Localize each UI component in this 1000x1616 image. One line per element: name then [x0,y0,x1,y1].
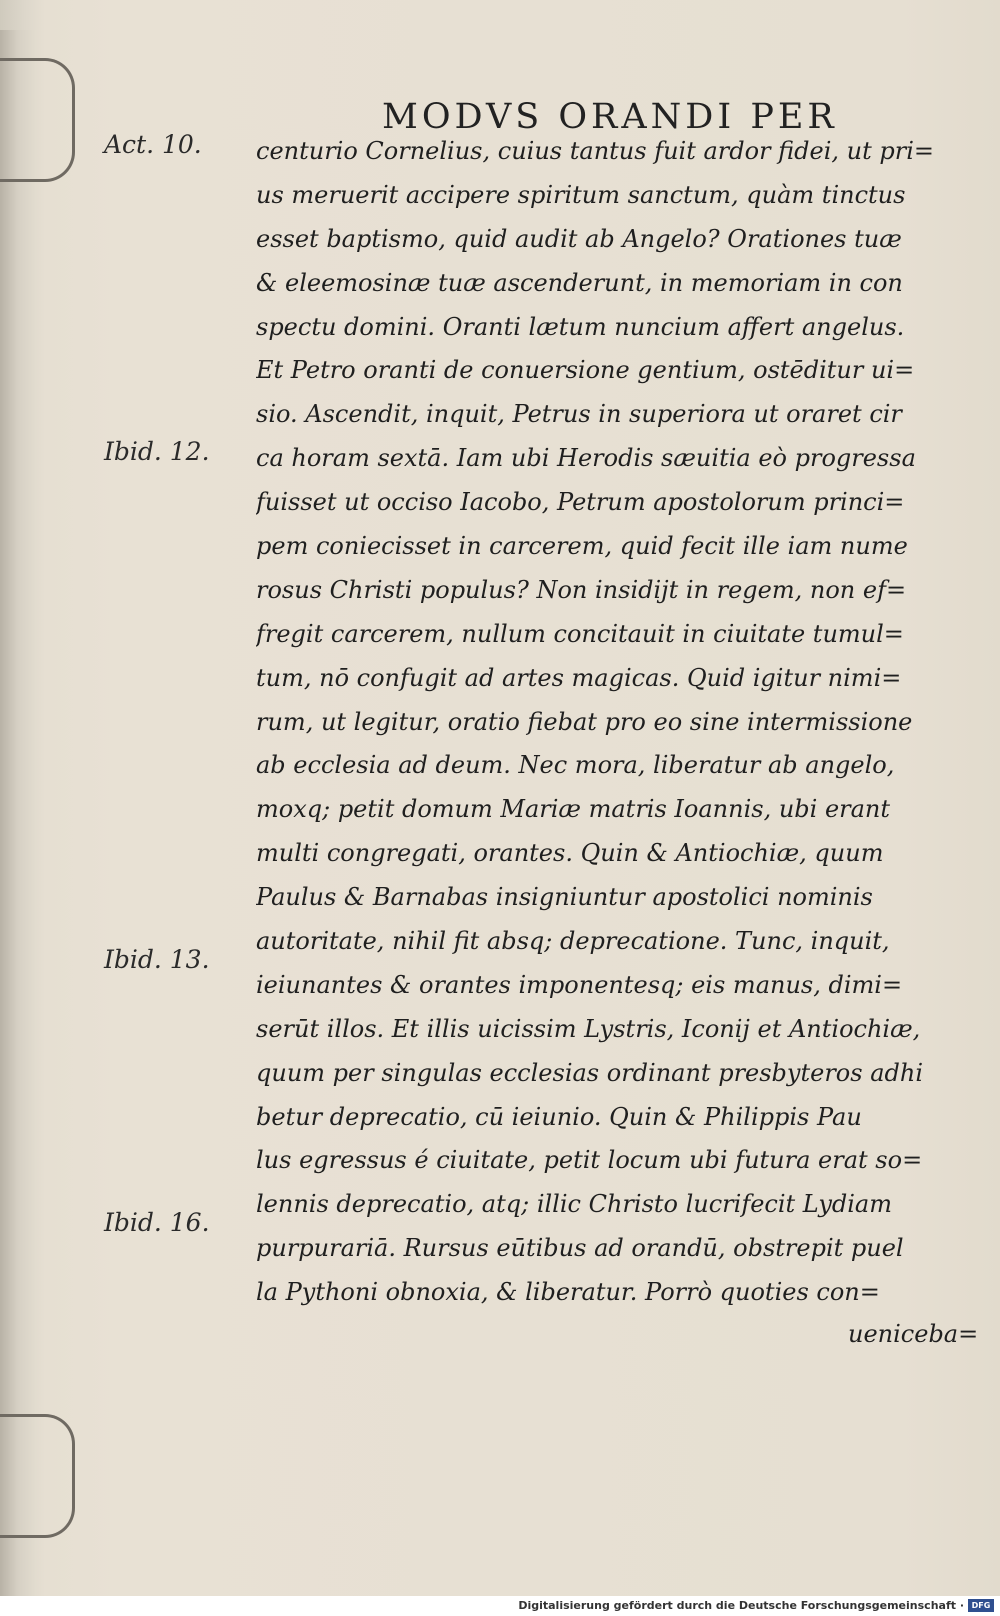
text-line: autoritate, nihil fit absq; deprecatione. Tunc, inquit, [256,927,890,956]
margin-note-act-10: Act. 10. [104,130,202,159]
text-line: moxq; petit domum Mariæ matris Ioannis, ubi erant [256,795,891,824]
text-line: tum, nō confugit ad artes magicas. Quid igitur nimi= [256,663,902,692]
text-line: fregit carcerem, nullum concitauit in ciuitate tumul= [256,619,904,648]
text-line: Et Petro oranti de conuersione gentium, ostēditur ui= [256,356,915,385]
text-line: esset baptismo, quid audit ab Angelo? Orationes tuæ [256,224,902,253]
page-clip-top [0,58,75,182]
text-line: rosus Christi populus? Non insidijt in regem, non ef= [256,575,907,604]
body-text [256,130,946,1315]
page-clip-bottom [0,1414,75,1538]
text-line: Paulus & Barnabas insigniuntur apostolici nominis [256,883,873,912]
text-line: serūt illos. Et illis uicissim Lystris, Iconij et Antiochiæ, [256,1014,921,1043]
text-line: la Pythoni obnoxia, & liberatur. Porrò quoties con= [256,1278,880,1307]
text-line: us meruerit accipere spiritum sanctum, quàm tinctus [256,180,906,209]
book-binding [0,30,36,1605]
running-header: MODVS ORANDI PER [382,97,838,137]
text-line: multi congregati, orantes. Quin & Antiochiæ, quum [256,839,884,868]
footer-credit: Digitalisierung gefördert durch die Deutsche Forschungsgemeinschaft · [518,1599,964,1612]
text-line: spectu domini. Oranti lætum nuncium affert angelus. [256,312,905,341]
text-line: purpurariā. Rursus eūtibus ad orandū, obstrepit puel [256,1234,904,1263]
text-line: fuisset ut occiso Iacobo, Petrum apostolorum princi= [256,488,905,517]
margin-note-ibid-16: Ibid. 16. [104,1208,210,1237]
dfg-logo-icon: DFG [968,1599,994,1612]
text-line: rum, ut legitur, oratio fiebat pro eo sine intermissione [256,707,913,736]
text-line: lennis deprecatio, atq; illic Christo lucrifecit Lydiam [256,1190,892,1219]
text-line: ca horam sextā. Iam ubi Herodis sæuitia eò progressa [256,444,916,473]
margin-note-ibid-12: Ibid. 12. [104,437,210,466]
margin-note-ibid-13: Ibid. 13. [104,945,210,974]
text-line: & eleemosinæ tuæ ascenderunt, in memoriam in con [256,268,903,297]
text-line: ab ecclesia ad deum. Nec mora, liberatur ab angelo, [256,751,895,780]
text-line: lus egressus é ciuitate, petit locum ubi futura erat so= [256,1146,923,1175]
text-line: sio. Ascendit, inquit, Petrus in superiora ut oraret cir [256,400,902,429]
catchword: ueniceba= [848,1320,979,1348]
footer-bar [0,1596,1000,1616]
text-line: ieiunantes & orantes imponentesq; eis manus, dimi= [256,970,903,999]
text-line: betur deprecatio, cū ieiunio. Quin & Philippis Pau [256,1102,862,1131]
text-line: centurio Cornelius, cuius tantus fuit ardor fidei, ut pri= [256,137,935,165]
text-line: pem coniecisset in carcerem, quid fecit ille iam nume [256,532,908,561]
text-line: quum per singulas ecclesias ordinant presbyteros adhi [256,1058,923,1087]
